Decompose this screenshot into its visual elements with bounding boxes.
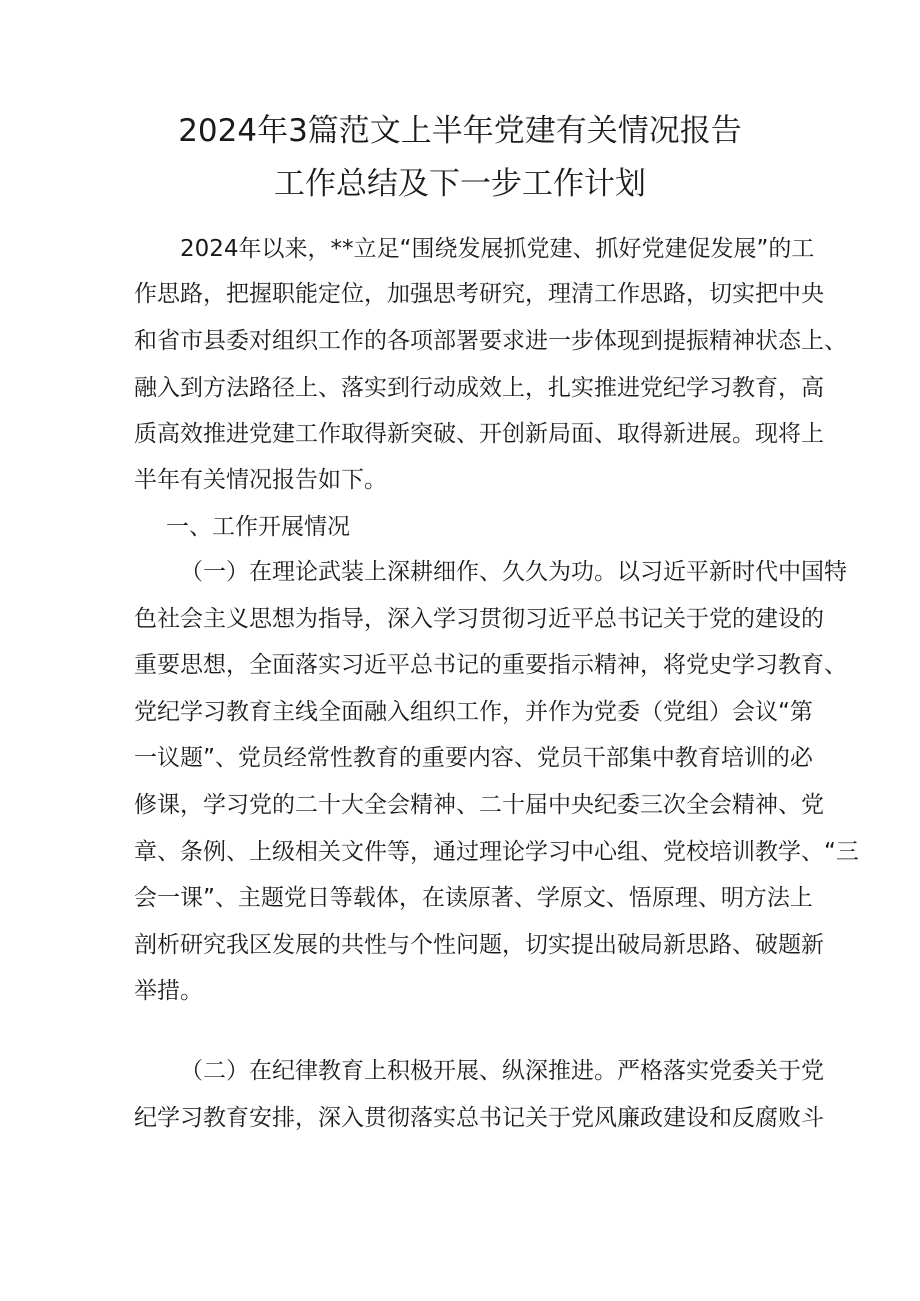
paragraph-1-line-5: 质高效推进党建工作取得新突破、开创新局面、取得新进展。现将上 xyxy=(134,421,824,447)
document-title: 2024年3篇范文上半年党建有关情况报告 xyxy=(178,113,742,149)
paragraph-1-line-3: 和省市县委对组织工作的各项部署要求进一步体现到提振精神状态上、 xyxy=(134,328,847,354)
paragraph-3-line-2: 纪学习教育安排，深入贯彻落实总书记关于党风廉政建设和反腐败斗 xyxy=(134,1105,824,1131)
paragraph-1-line-4: 融入到方法路径上、落实到行动成效上，扎实推进党纪学习教育，高 xyxy=(134,375,824,401)
paragraph-2-line-4: 党纪学习教育主线全面融入组织工作，并作为党委（党组）会议“第 xyxy=(134,699,813,725)
paragraph-2-line-1: （一）在理论武装上深耕细作、久久为功。以习近平新时代中国特 xyxy=(180,559,847,585)
paragraph-2-line-3: 重要思想，全面落实习近平总书记的重要指示精神，将党史学习教育、 xyxy=(134,652,847,678)
document-subtitle: 工作总结及下一步工作计划 xyxy=(274,166,646,202)
paragraph-1-line-6: 半年有关情况报告如下。 xyxy=(134,467,387,493)
paragraph-2-line-6: 修课，学习党的二十大全会精神、二十届中央纪委三次全会精神、党 xyxy=(134,792,824,818)
section-heading: 一、工作开展情况 xyxy=(166,514,350,540)
paragraph-2-line-5: 一议题”、党员经常性教育的重要内容、党员干部集中教育培训的必 xyxy=(134,745,813,771)
paragraph-2-line-9: 剖析研究我区发展的共性与个性问题，切实提出破局新思路、破题新 xyxy=(134,932,824,958)
paragraph-2-line-10: 举措。 xyxy=(134,978,203,1004)
paragraph-1-line-1: 2024年以来，**立足“围绕发展抓党建、抓好党建促发展”的工 xyxy=(180,236,815,262)
paragraph-2-line-2: 色社会主义思想为指导，深入学习贯彻习近平总书记关于党的建设的 xyxy=(134,606,824,632)
paragraph-1-line-2: 作思路，把握职能定位，加强思考研究，理清工作思路，切实把中央 xyxy=(134,281,824,307)
paragraph-2-line-8: 会一课”、主题党日等载体，在读原著、学原文、悟原理、明方法上 xyxy=(134,885,813,911)
paragraph-3-line-1: （二）在纪律教育上积极开展、纵深推进。严格落实党委关于党 xyxy=(180,1058,824,1084)
paragraph-2-line-7: 章、条例、上级相关文件等，通过理论学习中心组、党校培训教学、“三 xyxy=(134,839,859,865)
